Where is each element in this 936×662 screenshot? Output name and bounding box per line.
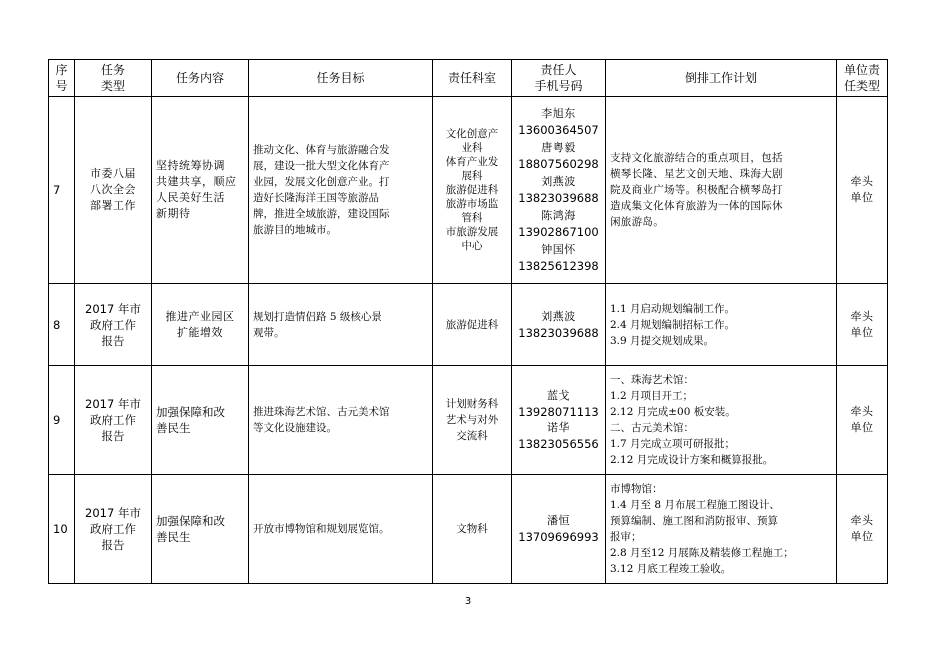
row-person: 蓝戈 13928071113 诺华 13823056556 <box>512 366 606 475</box>
row-seq: 10 <box>49 475 75 584</box>
row-type: 2017 年市 政府工作 报告 <box>75 475 152 584</box>
row-unit: 牵头 单位 <box>837 475 888 584</box>
work-plan-table <box>48 59 888 584</box>
row-content: 加强保障和改 善民生 <box>152 475 249 584</box>
row-seq: 9 <box>49 366 75 475</box>
row-unit: 牵头 单位 <box>837 284 888 366</box>
header-unit: 单位责 任类型 <box>837 60 888 97</box>
row-unit: 牵头 单位 <box>837 366 888 475</box>
row-plan: 市博物馆： 1.4 月至 8 月布展工程施工图设计、 预算编制、施工图和消防报审、预算 报审； 2.8 月至12 月展陈及精装修工程施工； 3.12 月底工程竣工验收。 <box>606 475 837 584</box>
row-goal: 规划打造情侣路 5 级核心景 观带。 <box>249 284 433 366</box>
page-number: 3 <box>464 596 472 607</box>
row-plan: 支持文化旅游结合的重点项目，包括 横琴长隆、星艺文创天地、珠海大剧 院及商业广场等。积极配合横琴岛打 造成集文化体育旅游为一体的国际休 闲旅游岛。 <box>606 97 837 284</box>
header-content: 任务内容 <box>152 60 249 97</box>
row-dept: 文物科 <box>433 475 512 584</box>
row-plan: 一、珠海艺术馆： 1.2 月项目开工； 2.12 月完成±00 板安装。 二、古元美术馆： 1.7 月完成立项可研报批； 2.12 月完成设计方案和概算报批。 <box>606 366 837 475</box>
header-goal: 任务目标 <box>249 60 433 97</box>
header-plan: 倒排工作计划 <box>606 60 837 97</box>
table-row <box>49 284 888 366</box>
row-content: 坚持统筹协调 共建共享，顺应 人民美好生活 新期待 <box>152 97 249 284</box>
row-content: 加强保障和改 善民生 <box>152 366 249 475</box>
table-row <box>49 366 888 475</box>
header-dept: 责任科室 <box>433 60 512 97</box>
table-row <box>49 97 888 284</box>
row-plan: 1.1 月启动规划编制工作。 2.4 月规划编制招标工作。 3.9 月提交规划成果。 <box>606 284 837 366</box>
row-type: 2017 年市 政府工作 报告 <box>75 366 152 475</box>
header-type: 任务 类型 <box>75 60 152 97</box>
row-person: 李旭东 13600364507 唐粤毅 18807560298 刘燕波 13823039688 陈鸿海 13902867100 钟国怀 13825612398 <box>512 97 606 284</box>
row-unit: 牵头 单位 <box>837 97 888 284</box>
row-dept: 旅游促进科 <box>433 284 512 366</box>
table-header-row <box>49 60 888 97</box>
row-person: 潘恒 13709696993 <box>512 475 606 584</box>
row-type: 2017 年市 政府工作 报告 <box>75 284 152 366</box>
row-seq: 7 <box>49 97 75 284</box>
row-dept: 文化创意产 业科 体育产业发 展科 旅游促进科 旅游市场监 管科 市旅游发展 中心 <box>433 97 512 284</box>
header-person: 责任人 手机号码 <box>512 60 606 97</box>
row-goal: 推进珠海艺术馆、古元美术馆 等文化设施建设。 <box>249 366 433 475</box>
row-content: 推进产业园区 扩能增效 <box>152 284 249 366</box>
row-seq: 8 <box>49 284 75 366</box>
header-seq: 序 号 <box>49 60 75 97</box>
row-person: 刘燕波 13823039688 <box>512 284 606 366</box>
row-goal: 推动文化、体育与旅游融合发 展，建设一批大型文化体育产 业园，发展文化创意产业。打 造好长隆海洋王国等旅游品 牌，推进全域旅游，建设国际 旅游目的地城市。 <box>249 97 433 284</box>
table-row <box>49 475 888 584</box>
row-goal: 开放市博物馆和规划展览馆。 <box>249 475 433 584</box>
row-dept: 计划财务科 艺术与对外 交流科 <box>433 366 512 475</box>
row-type: 市委八届 八次全会 部署工作 <box>75 97 152 284</box>
